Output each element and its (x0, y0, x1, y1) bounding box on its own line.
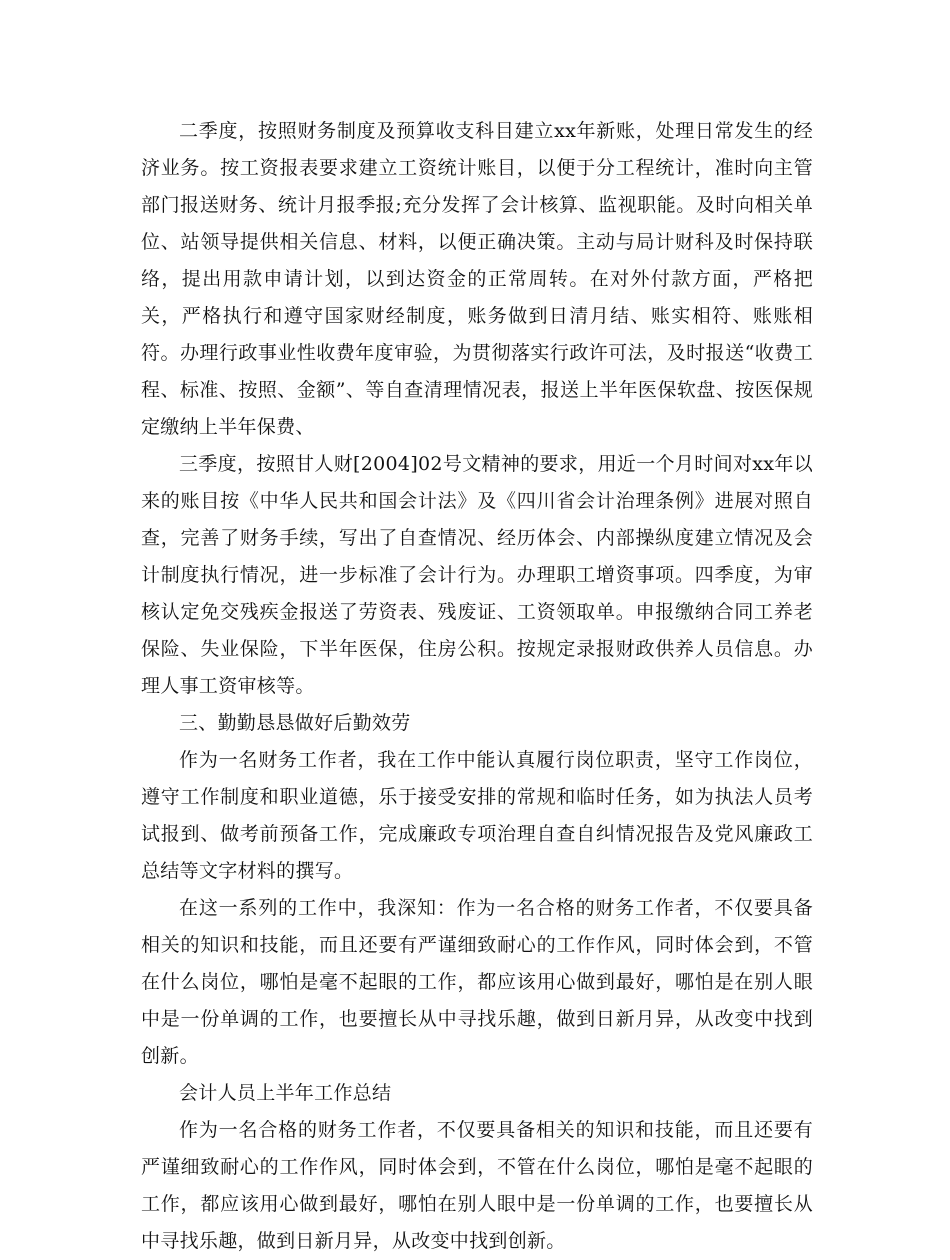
section-heading-summary: 会计人员上半年工作总结 (179, 1082, 392, 1104)
paragraph-reflection: 在这一系列的工作中，我深知：作为一名合格的财务工作者，不仅要具备相关的知识和技能，而且还要有严谨细致耐心的工作作风，同时体会到，不管在什么岗位，哪怕是毫不起眼的工作，都应该用心做到最好，哪怕是在别人眼中是一份单调的工作，也要擅长从中寻找乐趣，做到日新月异，从改变中找到创新。 (141, 897, 813, 1067)
paragraph-q3-q4: 三季度，按照甘人财[2004]02号文精神的要求，用近一个月时间对xx年以来的账目按《中华人民共和国会计法》及《四川省会计治理条例》进展对照自查，完善了财务手续，写出了自查情况、经历体会、内部操纵度建立情况及会计制度执行情况，进一步标准了会计行为。办理职工增资事项。四季度，为审核认定免交残疾金报送了劳资表、残废证、工资领取单。申报缴纳合同工养老保险、失业保险，下半年医保，住房公积。按规定录报财政供养人员信息。办理人事工资审核等。 (141, 453, 813, 697)
section-heading-logistics: 三、勤勤恳恳做好后勤效劳 (179, 712, 411, 734)
paragraph-q2: 二季度，按照财务制度及预算收支科目建立xx年新账，处理日常发生的经济业务。按工资报表要求建立工资统计账目，以便于分工程统计，准时向主管部门报送财务、统计月报季报;充分发挥了会计核算、监视职能。及时向相关单位、站领导提供相关信息、材料，以便正确决策。主动与局计财科及时保持联络，提出用款申请计划，以到达资金的正常周转。在对外付款方面，严格把关，严格执行和遵守国家财经制度，账务做到日清月结、账实相符、账账相符。办理行政事业性收费年度审验，为贯彻落实行政许可法，及时报送“收费工程、标准、按照、金额”、等自查清理情况表，报送上半年医保软盘、按医保规定缴纳上半年保费、 (141, 120, 813, 438)
paragraph-summary: 作为一名合格的财务工作者，不仅要具备相关的知识和技能，而且还要有严谨细致耐心的工作作风，同时体会到，不管在什么岗位，哪怕是毫不起眼的工作，都应该用心做到最好，哪怕在别人眼中是一份单调的工作，也要擅长从中寻找乐趣，做到日新月异，从改变中找到创新。 (141, 1119, 813, 1252)
paragraph-duties: 作为一名财务工作者，我在工作中能认真履行岗位职责，坚守工作岗位，遵守工作制度和职业道德，乐于接受安排的常规和临时任务，如为执法人员考试报到、做考前预备工作，完成廉政专项治理自查自纠情况报告及党风廉政工总结等文字材料的撰写。 (141, 749, 813, 882)
document-body (141, 113, 813, 1260)
